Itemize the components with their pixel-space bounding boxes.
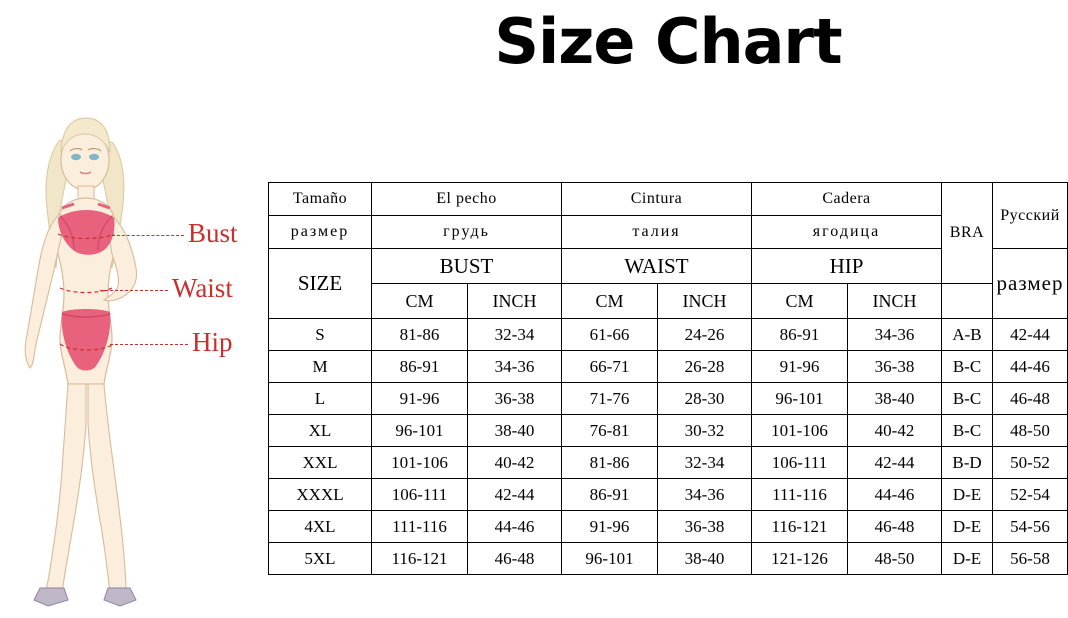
header-size-en: SIZE <box>269 249 372 319</box>
cell-waist-in: 34-36 <box>658 479 752 511</box>
header-bust-inch: INCH <box>468 284 562 319</box>
waist-leader-line <box>100 290 168 291</box>
cell-waist-cm: 71-76 <box>562 383 658 415</box>
cell-size: XXL <box>269 447 372 479</box>
cell-size: 5XL <box>269 543 372 575</box>
table-row <box>269 511 1068 543</box>
table-row <box>269 479 1068 511</box>
page-title: Size Chart <box>494 5 842 78</box>
cell-rus: 54-56 <box>993 511 1068 543</box>
bust-leader-line <box>112 235 184 236</box>
cell-bra: B-C <box>942 351 993 383</box>
table-row <box>269 543 1068 575</box>
cell-rus: 46-48 <box>993 383 1068 415</box>
header-hip-en: HIP <box>752 249 942 284</box>
waist-label: Waist <box>172 273 233 303</box>
cell-waist-cm: 91-96 <box>562 511 658 543</box>
cell-waist-cm: 81-86 <box>562 447 658 479</box>
header-hip-ru: ягодица <box>752 216 942 249</box>
cell-waist-in: 32-34 <box>658 447 752 479</box>
cell-rus: 44-46 <box>993 351 1068 383</box>
cell-bust-cm: 86-91 <box>372 351 468 383</box>
cell-rus: 56-58 <box>993 543 1068 575</box>
header-bust-cm: CM <box>372 284 468 319</box>
table-row <box>269 319 1068 351</box>
cell-hip-in: 34-36 <box>848 319 942 351</box>
cell-rus: 50-52 <box>993 447 1068 479</box>
header-size-ru: размер <box>269 216 372 249</box>
cell-bra: B-D <box>942 447 993 479</box>
header-bra-spacer <box>942 284 993 319</box>
cell-waist-cm: 61-66 <box>562 319 658 351</box>
header-waist-inch: INCH <box>658 284 752 319</box>
header-bust-en: BUST <box>372 249 562 284</box>
cell-bust-in: 42-44 <box>468 479 562 511</box>
cell-size: M <box>269 351 372 383</box>
cell-hip-cm: 86-91 <box>752 319 848 351</box>
cell-bust-in: 38-40 <box>468 415 562 447</box>
cell-hip-cm: 91-96 <box>752 351 848 383</box>
cell-bust-in: 40-42 <box>468 447 562 479</box>
cell-bust-in: 36-38 <box>468 383 562 415</box>
header-rus-size: размер <box>993 249 1068 319</box>
cell-hip-cm: 111-116 <box>752 479 848 511</box>
cell-waist-cm: 76-81 <box>562 415 658 447</box>
cell-bust-cm: 101-106 <box>372 447 468 479</box>
header-bust-es: El pecho <box>372 183 562 216</box>
cell-bra: D-E <box>942 543 993 575</box>
cell-size: 4XL <box>269 511 372 543</box>
cell-bra: B-C <box>942 383 993 415</box>
cell-bust-in: 32-34 <box>468 319 562 351</box>
header-waist-en: WAIST <box>562 249 752 284</box>
header-hip-es: Cadera <box>752 183 942 216</box>
cell-waist-in: 24-26 <box>658 319 752 351</box>
cell-hip-cm: 116-121 <box>752 511 848 543</box>
cell-hip-cm: 121-126 <box>752 543 848 575</box>
cell-size: XL <box>269 415 372 447</box>
cell-waist-cm: 86-91 <box>562 479 658 511</box>
cell-hip-in: 36-38 <box>848 351 942 383</box>
header-waist-es: Cintura <box>562 183 752 216</box>
cell-rus: 48-50 <box>993 415 1068 447</box>
size-chart-table-wrap <box>268 182 1068 575</box>
cell-bust-cm: 81-86 <box>372 319 468 351</box>
cell-hip-cm: 96-101 <box>752 383 848 415</box>
cell-bust-in: 46-48 <box>468 543 562 575</box>
header-waist-cm: CM <box>562 284 658 319</box>
cell-waist-in: 28-30 <box>658 383 752 415</box>
table-row <box>269 415 1068 447</box>
cell-size: S <box>269 319 372 351</box>
cell-bust-in: 44-46 <box>468 511 562 543</box>
cell-waist-in: 38-40 <box>658 543 752 575</box>
woman-figure-svg <box>0 100 268 618</box>
table-header-row-es <box>269 183 1068 216</box>
table-row <box>269 447 1068 479</box>
cell-bust-cm: 106-111 <box>372 479 468 511</box>
cell-bust-cm: 91-96 <box>372 383 468 415</box>
cell-hip-in: 42-44 <box>848 447 942 479</box>
bust-label: Bust <box>188 218 238 248</box>
cell-rus: 52-54 <box>993 479 1068 511</box>
cell-waist-cm: 96-101 <box>562 543 658 575</box>
cell-bra: D-E <box>942 479 993 511</box>
cell-hip-in: 46-48 <box>848 511 942 543</box>
header-size-es: Tamaño <box>269 183 372 216</box>
header-hip-cm: CM <box>752 284 848 319</box>
cell-waist-in: 36-38 <box>658 511 752 543</box>
cell-hip-in: 38-40 <box>848 383 942 415</box>
cell-bra: D-E <box>942 511 993 543</box>
size-chart-table <box>268 182 1068 575</box>
cell-hip-cm: 106-111 <box>752 447 848 479</box>
hip-label: Hip <box>192 327 233 357</box>
cell-waist-cm: 66-71 <box>562 351 658 383</box>
cell-size: L <box>269 383 372 415</box>
cell-bust-cm: 116-121 <box>372 543 468 575</box>
header-bust-ru: грудь <box>372 216 562 249</box>
cell-hip-cm: 101-106 <box>752 415 848 447</box>
cell-bust-cm: 96-101 <box>372 415 468 447</box>
cell-bust-cm: 111-116 <box>372 511 468 543</box>
body-figure-illustration <box>0 100 268 618</box>
cell-waist-in: 26-28 <box>658 351 752 383</box>
cell-bra: B-C <box>942 415 993 447</box>
cell-waist-in: 30-32 <box>658 415 752 447</box>
hip-leader-line <box>110 344 188 345</box>
cell-bust-in: 34-36 <box>468 351 562 383</box>
cell-size: XXXL <box>269 479 372 511</box>
header-rus: Русский <box>993 183 1068 249</box>
table-row <box>269 351 1068 383</box>
header-hip-inch: INCH <box>848 284 942 319</box>
cell-rus: 42-44 <box>993 319 1068 351</box>
cell-hip-in: 44-46 <box>848 479 942 511</box>
cell-hip-in: 48-50 <box>848 543 942 575</box>
header-waist-ru: талия <box>562 216 752 249</box>
cell-bra: A-B <box>942 319 993 351</box>
cell-hip-in: 40-42 <box>848 415 942 447</box>
table-header-row-units <box>269 284 1068 319</box>
table-row <box>269 383 1068 415</box>
header-bra: BRA <box>942 183 993 284</box>
